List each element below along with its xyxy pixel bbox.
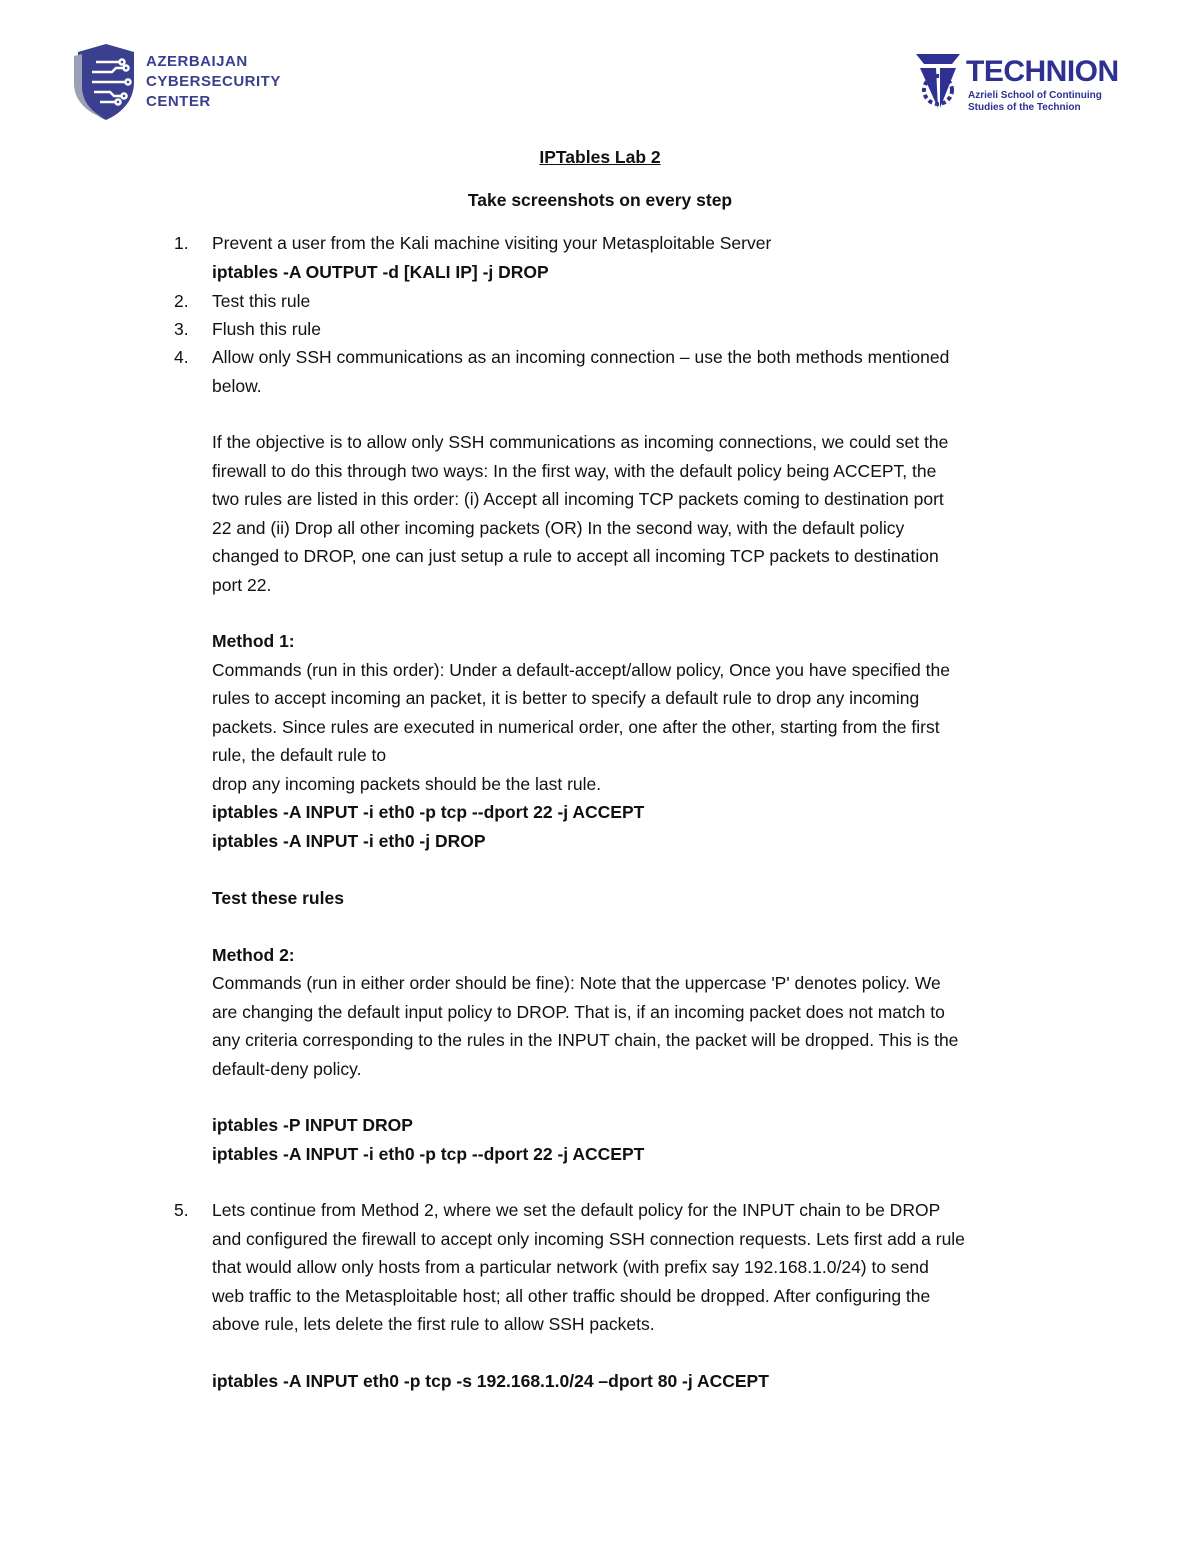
paragraph-line: are changing the default input policy to DROP. That is, if an incoming packet does not match to	[212, 1002, 945, 1022]
paragraph-line: rules to accept incoming an packet, it is better to specify a default rule to drop any incoming	[212, 688, 920, 708]
page-subtitle: Take screenshots on every step	[467, 190, 733, 210]
list-number: 2.	[174, 291, 189, 311]
list-item-text: Lets continue from Method 2, where we set the default policy for the INPUT chain to be DROP	[212, 1200, 941, 1220]
list-number: 5.	[174, 1200, 189, 1220]
technion-subtitle-line-1: Azrieli School of Continuing	[968, 90, 1102, 101]
paragraph-line: If the objective is to allow only SSH communications as incoming connections, we could set the	[212, 432, 949, 452]
technion-subtitle-line-2: Studies of the Technion	[968, 102, 1081, 113]
technion-name: TECHNION	[966, 55, 1119, 88]
list-item-text: and configured the firewall to accept only incoming SSH connection requests. Lets first add a rule	[212, 1229, 965, 1249]
paragraph-line: two rules are listed in this order: (i) Accept all incoming TCP packets coming to destination port	[212, 489, 944, 509]
paragraph-line: firewall to do this through two ways: In the first way, with the default policy being ACCEPT, the	[212, 461, 937, 481]
logo-text	[146, 52, 281, 112]
paragraph-line: rule, the default rule to	[212, 745, 387, 765]
logo-line-1: AZERBAIJAN	[146, 53, 248, 70]
technion-logo	[912, 50, 1132, 120]
paragraph-line: Commands (run in this order): Under a default-accept/allow policy, Once you have specified the	[212, 660, 950, 680]
shield-circuit-icon	[72, 42, 142, 122]
technion-emblem-icon	[912, 50, 964, 116]
list-number: 4.	[174, 347, 189, 367]
method-2-heading: Method 2:	[212, 945, 295, 965]
list-item-text: Allow only SSH communications as an incoming connection – use the both methods mentioned	[212, 347, 950, 367]
paragraph-line: changed to DROP, one can just setup a rule to accept all incoming TCP packets to destination	[212, 546, 939, 566]
logo-line-2: CYBERSECURITY	[146, 73, 281, 90]
list-number: 3.	[174, 319, 189, 339]
command-line: iptables -A INPUT -i eth0 -j DROP	[212, 831, 486, 851]
technion-subtitle	[968, 90, 1102, 114]
logo-line-3: CENTER	[146, 93, 211, 110]
test-rules-label: Test these rules	[212, 888, 344, 908]
list-item-text: Flush this rule	[212, 319, 321, 339]
paragraph-line: any criteria corresponding to the rules in the INPUT chain, the packet will be dropped. This is the	[212, 1030, 959, 1050]
command-line: iptables -P INPUT DROP	[212, 1115, 413, 1135]
paragraph-line: Commands (run in either order should be fine): Note that the uppercase 'P' denotes policy. We	[212, 973, 941, 993]
method-1-heading: Method 1:	[212, 631, 295, 651]
list-number: 1.	[174, 233, 189, 253]
list-item-text: above rule, lets delete the first rule to allow SSH packets.	[212, 1314, 655, 1334]
command-line: iptables -A INPUT eth0 -p tcp -s 192.168.1.0/24 –dport 80 -j ACCEPT	[212, 1371, 769, 1391]
paragraph-line: packets. Since rules are executed in numerical order, one after the other, starting from the first	[212, 717, 940, 737]
paragraph-line: default-deny policy.	[212, 1059, 362, 1079]
list-item-text: that would allow only hosts from a particular network (with prefix say 192.168.1.0/24) to send	[212, 1257, 929, 1277]
command-line: iptables -A OUTPUT -d [KALI IP] -j DROP	[212, 262, 549, 282]
command-line: iptables -A INPUT -i eth0 -p tcp --dport 22 -j ACCEPT	[212, 802, 645, 822]
list-item-text: Prevent a user from the Kali machine visiting your Metasploitable Server	[212, 233, 772, 253]
azerbaijan-cybersecurity-center-logo	[72, 42, 302, 122]
paragraph-line: drop any incoming packets should be the last rule.	[212, 774, 602, 794]
paragraph-line: port 22.	[212, 575, 272, 595]
list-item-text: below.	[212, 376, 262, 396]
command-line: iptables -A INPUT -i eth0 -p tcp --dport 22 -j ACCEPT	[212, 1144, 645, 1164]
list-item-text: Test this rule	[212, 291, 311, 311]
paragraph-line: 22 and (ii) Drop all other incoming packets (OR) In the second way, with the default policy	[212, 518, 905, 538]
list-item-text: web traffic to the Metasploitable host; all other traffic should be dropped. After configuring the	[212, 1286, 931, 1306]
page-title: IPTables Lab 2	[539, 147, 661, 167]
